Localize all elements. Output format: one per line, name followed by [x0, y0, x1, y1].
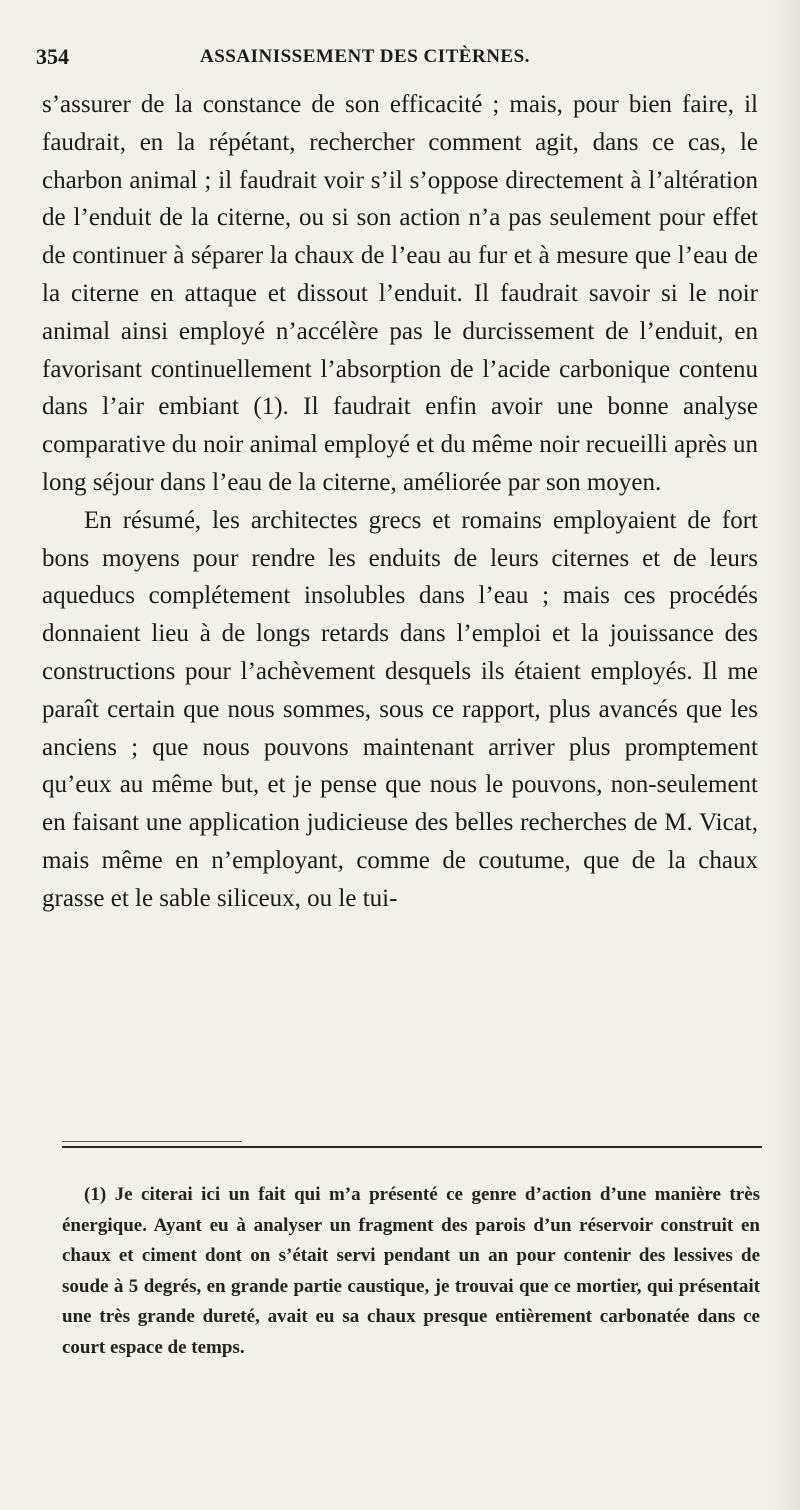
footnote-rule [62, 1146, 762, 1148]
footnote-rule-short [62, 1141, 242, 1142]
paragraph-2: En résumé, les architectes grecs et romains employaient de fort bons moyens pour rendre les enduits de leurs citernes et de leurs aqueducs complétement insolubles dans l’eau ; mais ces procédés donnaient lieu à de longs retards dans l’emploi et la jouissance des constructions pour l’achèvement desquels ils étaient employés. Il me paraît certain que nous sommes, sous ce rapport, plus avancés que les anciens ; que nous pouvons maintenant arriver plus promptement qu’eux au même but, et je pense que nous le pouvons, non-seulement en faisant une application judicieuse des belles recherches de M. Vicat, mais même en n’employant, comme de coutume, que de la chaux grasse et le sable siliceux, ou le tui- [42, 506, 758, 912]
footnote-text: (1) Je citerai ici un fait qui m’a présenté ce genre d’action d’une manière très énergique. Ayant eu à analyser un fragment des parois d’un réservoir construit en chaux et ciment dont on s’était servi pendant un an pour contenir des lessives de soude à 5 degrés, en grande partie caustique, je trouvai que ce mortier, qui présentait une très grande dureté, avait eu sa chaux presque entièrement carbonatée dans ce court espace de temps. [62, 1184, 760, 1358]
page-number: 354 [36, 44, 69, 69]
footnote [62, 1180, 760, 1363]
running-title: ASSAINISSEMENT DES CITÈRNES. [200, 46, 530, 67]
main-text [42, 86, 758, 918]
paragraph-1: s’assurer de la constance de son efficacité ; mais, pour bien faire, il faudrait, en la répétant, rechercher comment agit, dans ce cas, le charbon animal ; il faudrait voir s’il s’oppose directement à l’altération de l’enduit de la citerne, ou si son action n’a pas seulement pour effet de continuer à séparer la chaux de l’eau au fur et à mesure que l’eau de la citerne en attaque et dissout l’enduit. Il faudrait savoir si le noir animal ainsi employé n’accélère pas le durcissement de l’enduit, en favorisant continuellement l’absorption de l’acide carbonique contenu dans l’air embiant (1). Il faudrait enfin avoir une bonne analyse comparative du noir animal employé et du même noir recueilli après un long séjour dans l’eau de la citerne, améliorée par son moyen. [42, 91, 758, 496]
page-header [36, 44, 756, 78]
page-edge-shadow [770, 0, 800, 1510]
